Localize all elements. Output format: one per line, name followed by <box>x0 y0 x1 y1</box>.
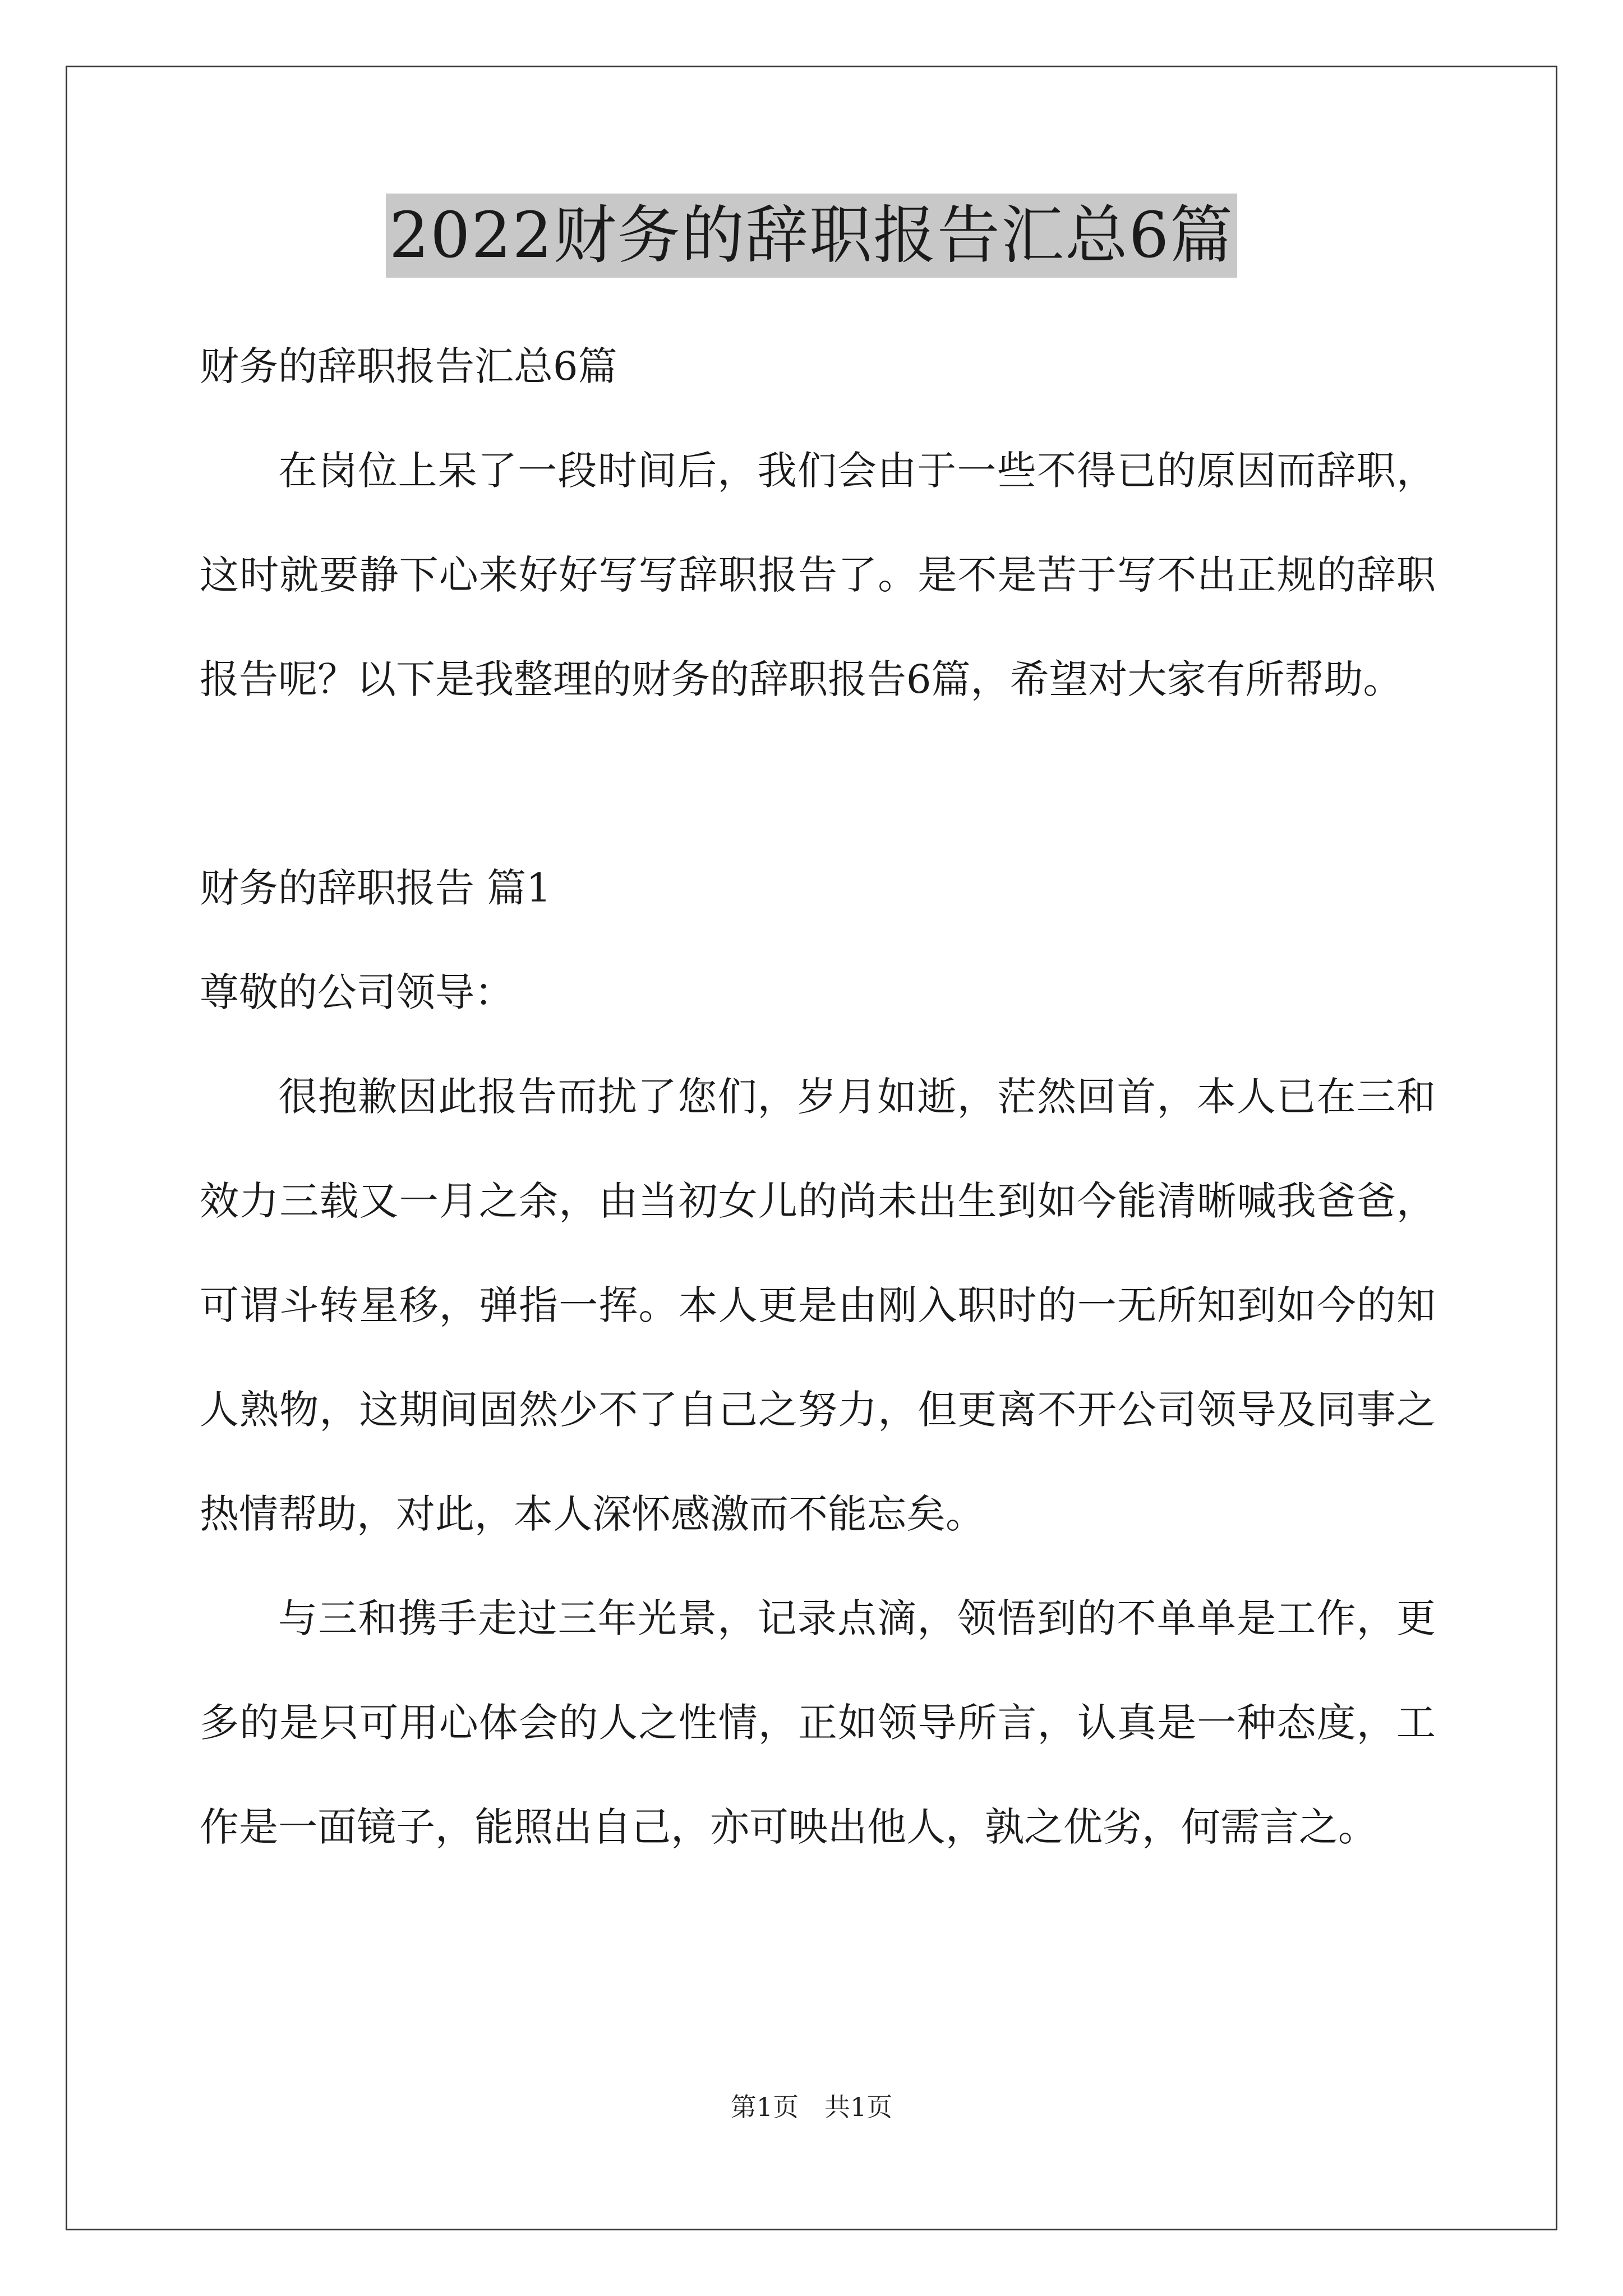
document-subtitle: 财务的辞职报告汇总6篇 <box>200 343 617 389</box>
page-footer <box>0 2087 1623 2124</box>
body-paragraph: 很抱歉因此报告而扰了您们，岁月如逝，茫然回首，本人已在三和效力三载又一月之余，由当初女儿的尚未出生到如今能清晰喊我爸爸，可谓斗转星移，弹指一挥。本人更是由刚入职时的一无所知到如今的知人熟物，这期间固然少不了自己之努力，但更离不开公司领导及同事之热情帮助，对此，本人深怀感激而不能忘矣。 <box>200 1074 1436 1537</box>
salutation: 尊敬的公司领导： <box>200 969 514 1015</box>
document-title: 2022财务的辞职报告汇总6篇 <box>386 194 1237 278</box>
body-paragraph: 与三和携手走过三年光景，记录点滴，领悟到的不单单是工作，更多的是只可用心体会的人之性情，正如领导所言，认真是一种态度，工作是一面镜子，能照出自己，亦可映出他人，孰之优劣，何需言之。 <box>200 1595 1436 1850</box>
section-heading: 财务的辞职报告 篇1 <box>200 865 551 911</box>
document-body <box>200 314 1436 1879</box>
title-container <box>0 194 1623 278</box>
page-number: 第1页 共1页 <box>730 2092 893 2122</box>
intro-paragraph: 在岗位上呆了一段时间后，我们会由于一些不得已的原因而辞职，这时就要静下心来好好写写辞职报告了。是不是苦于写不出正规的辞职报告呢？以下是我整理的财务的辞职报告6篇，希望对大家有所帮助。 <box>200 448 1436 702</box>
section-spacer <box>200 731 1436 836</box>
